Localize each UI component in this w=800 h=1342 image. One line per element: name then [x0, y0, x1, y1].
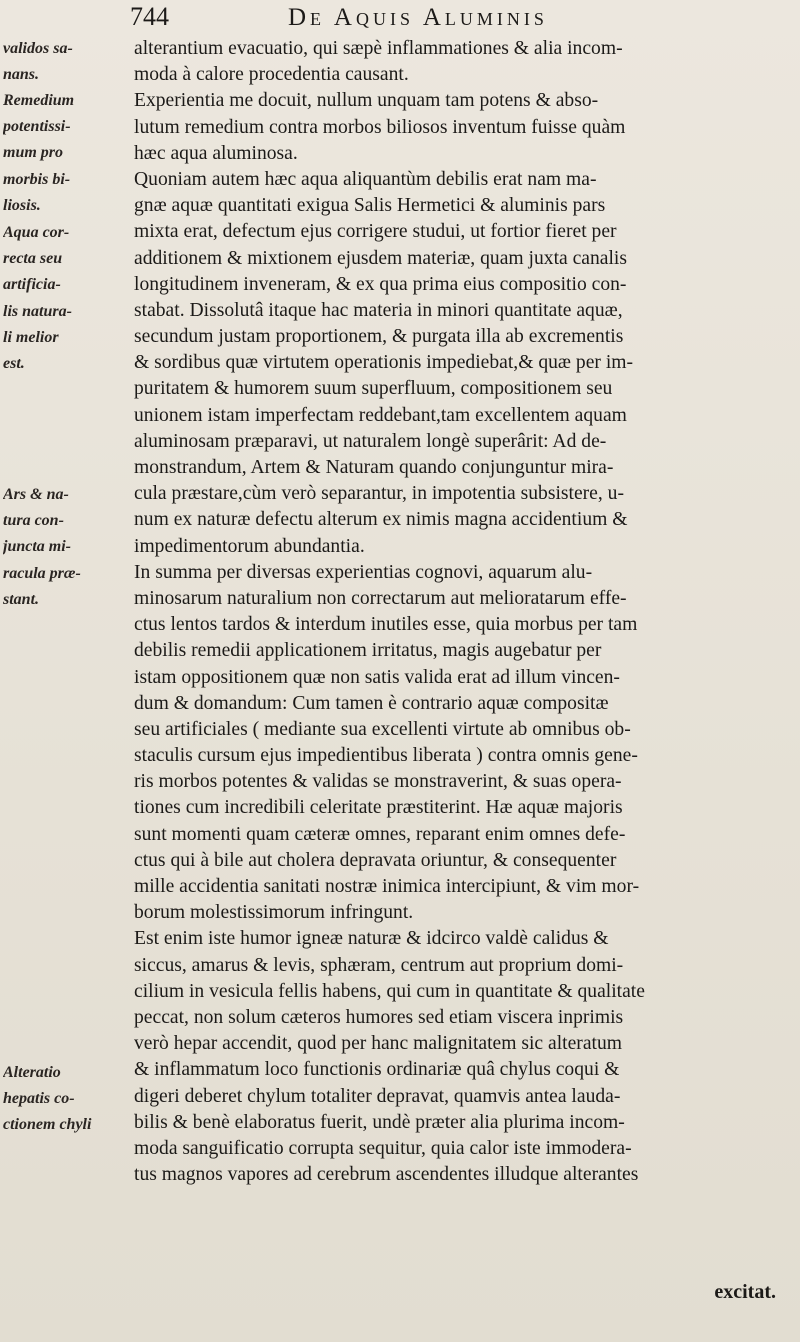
margin-note-line: validos sa- [3, 40, 73, 57]
margin-note-line: nans. [3, 66, 40, 84]
text-line: Experientia me docuit, nullum unquam tam potens & abso- [134, 90, 599, 112]
text-line: hæc aqua aluminosa. [134, 142, 298, 164]
text-line: istam oppositionem quæ non satis valida erat ad illum vincen- [134, 666, 620, 688]
margin-note [3, 36, 127, 88]
text-line: ctus qui à bile aut cholera depravata oriuntur, & consequenter [134, 849, 617, 871]
text-line: minosarum naturalium non correctarum aut melioratarum effe- [134, 587, 627, 609]
margin-note-line: stant. [3, 590, 40, 608]
text-line: mixta erat, defectum ejus corrigere studui, ut fortior fieret per [134, 221, 617, 243]
margin-note [3, 88, 127, 219]
body-text [134, 36, 790, 1188]
text-line: borum molestissimorum infringunt. [134, 902, 414, 924]
margin-note-line: ctionem chyli [3, 1116, 92, 1134]
margin-note [3, 220, 127, 377]
page-header [130, 2, 770, 38]
margin-note-line: Ars & na- [3, 486, 69, 503]
text-line: alterantium evacuatio, qui sæpè inflammationes & alia incom- [134, 38, 623, 59]
text-line: tiones cum incredibili celeritate præstiterint. Hæ aquæ majoris [134, 797, 623, 819]
text-line: cula præstare,cùm verò separantur, in impotentia subsistere, u- [134, 483, 624, 505]
margin-note-line: liosis. [3, 196, 41, 214]
margin-note [3, 482, 127, 613]
text-line: additionem & mixtionem ejusdem materiæ, quam juxta canalis [134, 247, 628, 269]
text-line: unionem istam imperfectam reddebant,tam excellentem aquam [134, 404, 627, 426]
margin-note-line: racula præ- [3, 564, 81, 582]
text-line: In summa per diversas experientias cognovi, aquarum alu- [134, 561, 593, 583]
text-line: & inflammatum loco functionis ordinariæ quâ chylus coqui & [134, 1059, 620, 1081]
page-number: 744 [130, 2, 169, 31]
text-line: sunt momenti quam cæteræ omnes, reparant enim omnes defe- [134, 823, 626, 845]
text-line: staculis cursum ejus impedientibus liberata ) contra omnis gene- [134, 745, 638, 767]
running-title: De Aquis Aluminis [288, 4, 548, 31]
text-line: num ex naturæ defectu alterum ex nimis magna accidentium & [134, 509, 628, 531]
text-line: bilis & benè elaboratus fuerit, undè præter alia plurima incom- [134, 1111, 625, 1133]
text-line: gnæ aquæ quantitati exigua Salis Hermetici & aluminis pars [134, 195, 606, 217]
text-line: debilis remedii applicationem irritatus, magis augebatur per [134, 640, 602, 662]
margin-note-line: li melior [3, 328, 59, 346]
margin-note-line: recta seu [3, 250, 63, 268]
margin-note-line: tura con- [3, 512, 64, 530]
text-line: ris morbos potentes & validas se monstraverint, & suas opera- [134, 771, 622, 793]
text-line: impedimentorum abundantia. [134, 535, 365, 557]
margin-note-line: Remedium [3, 92, 75, 109]
margin-note-line: est. [3, 354, 25, 372]
catchword: excitat. [714, 1281, 776, 1303]
text-line: Est enim iste humor igneæ naturæ & idcirco valdè calidus & [134, 928, 609, 950]
text-line: lutum remedium contra morbos biliosos inventum fuisse quàm [134, 116, 626, 138]
margin-note-line: morbis bi- [3, 170, 71, 188]
text-line: dum & domandum: Cum tamen è contrario aquæ compositæ [134, 692, 609, 714]
text-line: moda à calore procedentia causant. [134, 64, 409, 86]
margin-note-line: potentissi- [3, 118, 71, 136]
text-line: verò hepar accendit, quod per hanc malignitatem sic alteratum [134, 1033, 623, 1055]
text-line: siccus, amarus & levis, sphæram, centrum aut proprium domi- [134, 954, 624, 976]
text-line: cilium in vesicula fellis habens, qui cum in quantitate & qualitate [134, 980, 645, 1002]
margin-note-line: artificia- [3, 276, 61, 294]
text-line: longitudinem inveneram, & ex qua prima eius compositio con- [134, 273, 627, 295]
text-line: Quoniam autem hæc aqua aliquantùm debilis erat nam ma- [134, 168, 597, 190]
margin-note-line: juncta mi- [3, 538, 72, 556]
margin-note-line: Alteratio [3, 1064, 61, 1081]
margin-note-line: Aqua cor- [3, 224, 70, 241]
text-line: stabat. Dissolutâ itaque hac materia in minori quantitate aquæ, [134, 299, 623, 321]
text-line: tus magnos vapores ad cerebrum ascendentes illudque alterantes [134, 1164, 639, 1186]
text-line: puritatem & humorem suum superfluum, compositionem seu [134, 378, 613, 400]
text-line: ctus lentos tardos & interdum inutiles esse, quia morbus per tam [134, 614, 638, 636]
margin-note-line: lis natura- [3, 302, 72, 320]
margin-note [3, 1060, 127, 1139]
text-line: seu artificiales ( mediante sua excellenti virtute ab omnibus ob- [134, 718, 631, 740]
text-line: monstrandum, Artem & Naturam quando conjunguntur mira- [134, 457, 614, 478]
margin-note-line: mum pro [3, 144, 64, 162]
margin-note-line: hepatis co- [3, 1090, 75, 1108]
text-line: mille accidentia sanitati nostræ inimica intercipiunt, & vim mor- [134, 876, 640, 897]
text-line: digeri deberet chylum totaliter depravat, quamvis antea lauda- [134, 1085, 621, 1107]
text-line: moda sanguificatio corrupta sequitur, quia calor iste immodera- [134, 1137, 632, 1159]
text-line: aluminosam præparavi, ut naturalem longè superârit: Ad de- [134, 430, 607, 452]
text-line: secundum justam proportionem, & purgata illa ab excrementis [134, 326, 624, 348]
text-line: & sordibus quæ virtutem operationis impediebat,& quæ per im- [134, 352, 634, 374]
text-line: peccat, non solum cæteros humores sed etiam viscera inprimis [134, 1006, 624, 1028]
